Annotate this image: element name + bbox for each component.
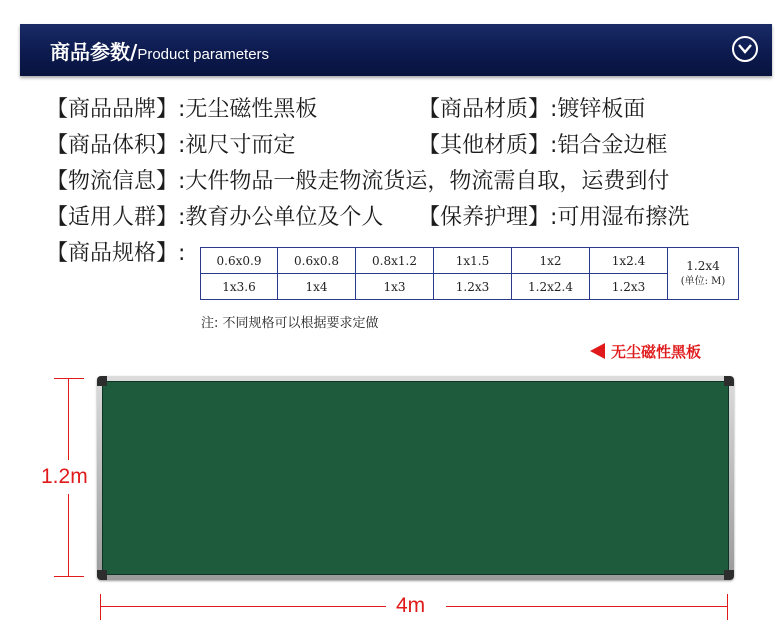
table-cell: 1x2	[512, 248, 590, 274]
spec-size-label: 【商品规格】	[46, 241, 179, 266]
spec-material	[418, 96, 645, 124]
dimension-line	[446, 606, 727, 607]
custom-size-note: 注: 不同规格可以根据要求定做	[201, 316, 379, 331]
product-label	[590, 341, 701, 362]
spec-other-material	[418, 132, 667, 160]
dimension-line	[68, 378, 69, 460]
frame-corner	[724, 570, 734, 580]
spec-logistics-label: 【物流信息】	[46, 169, 179, 194]
spec-audience	[46, 204, 383, 232]
spec-other-material-value: :铝合金边框	[550, 133, 668, 158]
width-dimension: 4m	[396, 594, 426, 617]
table-cell: 1.2x3	[434, 274, 512, 300]
frame-corner	[97, 570, 107, 580]
table-cell: 1.2x3	[590, 274, 668, 300]
table-cell: 1x3.6	[201, 274, 278, 300]
table-cell: 1x4	[278, 274, 356, 300]
header-title-en: Product parameters	[137, 46, 270, 63]
spec-brand	[46, 96, 317, 124]
spec-audience-value: :教育办公单位及个人	[178, 205, 384, 230]
spec-size-colon: :	[178, 241, 186, 266]
table-cell-unit	[668, 248, 739, 300]
spec-audience-label: 【适用人群】	[46, 205, 179, 230]
frame-corner	[724, 376, 734, 386]
header-title-cn: 商品参数/	[50, 40, 138, 64]
table-cell: 1x2.4	[590, 248, 668, 274]
dimension-tick	[727, 594, 728, 620]
arrow-left-icon	[590, 343, 605, 359]
spec-logistics	[46, 168, 669, 196]
spec-material-value: :镀锌板面	[550, 97, 646, 122]
spec-volume-label: 【商品体积】	[46, 133, 179, 158]
size-table	[200, 247, 739, 300]
dimension-line	[68, 494, 69, 576]
header-title	[50, 36, 269, 65]
table-cell: 1.2x2.4	[512, 274, 590, 300]
spec-logistics-value: :大件物品一般走物流货运，物流需自取，运费到付	[178, 169, 670, 194]
height-dimension: 1.2m	[41, 465, 88, 488]
unit-note: (单位: M)	[680, 275, 726, 287]
table-cell: 1x1.5	[434, 248, 512, 274]
spec-brand-label: 【商品品牌】	[46, 97, 179, 122]
frame-corner	[97, 376, 107, 386]
spec-size	[46, 240, 185, 268]
spec-volume	[46, 132, 295, 160]
product-label-text: 无尘磁性黑板	[611, 343, 702, 361]
table-row	[201, 274, 739, 300]
spec-care-value: :可用湿布擦洗	[550, 205, 690, 230]
blackboard-frame	[97, 376, 734, 580]
table-cell-size: 1.2x4	[686, 258, 720, 273]
spec-care	[418, 204, 689, 232]
dimension-tick	[54, 378, 84, 379]
table-cell: 0.8x1.2	[356, 248, 434, 274]
dimension-tick	[100, 594, 101, 620]
chevron-down-circle-icon[interactable]	[732, 36, 758, 62]
table-row	[201, 248, 739, 274]
dimension-line	[100, 606, 386, 607]
dimension-tick	[54, 576, 84, 577]
spec-other-material-label: 【其他材质】	[418, 133, 551, 158]
spec-volume-value: :视尺寸而定	[178, 133, 296, 158]
table-cell: 0.6x0.9	[201, 248, 278, 274]
table-cell: 1x3	[356, 274, 434, 300]
spec-brand-value: :无尘磁性黑板	[178, 97, 318, 122]
blackboard-surface	[102, 381, 729, 575]
spec-care-label: 【保养护理】	[418, 205, 551, 230]
section-header	[20, 24, 772, 76]
spec-material-label: 【商品材质】	[418, 97, 551, 122]
table-cell: 0.6x0.8	[278, 248, 356, 274]
